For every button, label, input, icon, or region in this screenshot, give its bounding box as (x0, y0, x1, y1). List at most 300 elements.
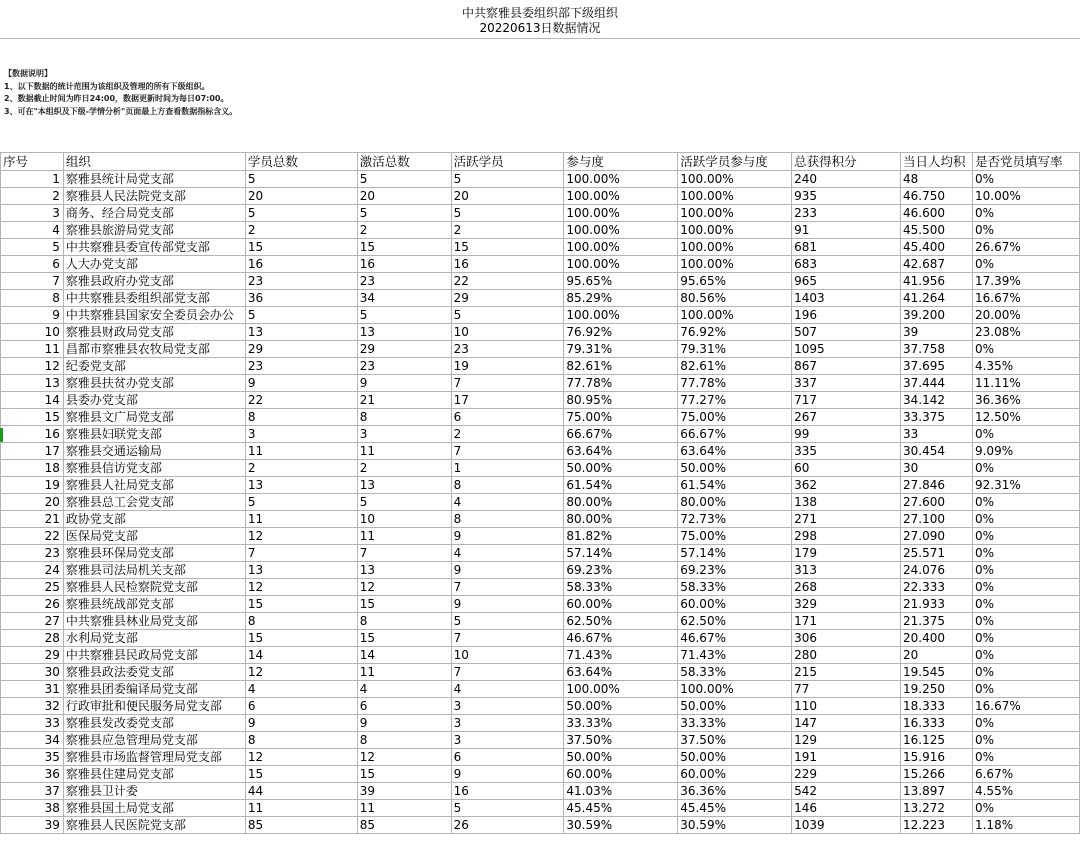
col-org-cell[interactable]: 察雅县人民检察院党支部 (63, 579, 245, 596)
col-active-participation-cell[interactable]: 63.64% (678, 443, 792, 460)
col-org-cell[interactable]: 察雅县人民法院党支部 (63, 188, 245, 205)
col-participation-cell[interactable]: 82.61% (564, 358, 678, 375)
col-active-participation-cell[interactable]: 100.00% (678, 256, 792, 273)
col-org-cell[interactable]: 察雅县文广局党支部 (63, 409, 245, 426)
col-active-participation-cell[interactable]: 80.56% (678, 290, 792, 307)
col-daily-avg-cell[interactable]: 24.076 (901, 562, 973, 579)
col-daily-avg-cell[interactable]: 46.600 (901, 205, 973, 222)
col-points-cell[interactable]: 191 (792, 749, 901, 766)
col-seq-cell[interactable]: 35 (1, 749, 64, 766)
col-total-cell[interactable]: 9 (245, 375, 357, 392)
col-member-rate-cell[interactable]: 0% (972, 511, 1079, 528)
col-activated-cell[interactable]: 14 (357, 647, 451, 664)
col-active-cell[interactable]: 16 (451, 256, 564, 273)
col-org-cell[interactable]: 行政审批和便民服务局党支部 (63, 698, 245, 715)
col-activated-cell[interactable]: 13 (357, 477, 451, 494)
col-points-cell[interactable]: 91 (792, 222, 901, 239)
column-header[interactable]: 参与度 (564, 153, 678, 171)
col-total-cell[interactable]: 9 (245, 715, 357, 732)
col-active-cell[interactable]: 20 (451, 188, 564, 205)
col-org-cell[interactable]: 察雅县国土局党支部 (63, 800, 245, 817)
col-daily-avg-cell[interactable]: 16.125 (901, 732, 973, 749)
col-points-cell[interactable]: 965 (792, 273, 901, 290)
col-active-cell[interactable]: 7 (451, 630, 564, 647)
col-total-cell[interactable]: 3 (245, 426, 357, 443)
col-org-cell[interactable]: 中共察雅县民政局党支部 (63, 647, 245, 664)
col-participation-cell[interactable]: 100.00% (564, 222, 678, 239)
col-participation-cell[interactable]: 63.64% (564, 443, 678, 460)
col-total-cell[interactable]: 15 (245, 596, 357, 613)
col-participation-cell[interactable]: 66.67% (564, 426, 678, 443)
col-activated-cell[interactable]: 8 (357, 409, 451, 426)
col-total-cell[interactable]: 20 (245, 188, 357, 205)
col-total-cell[interactable]: 15 (245, 766, 357, 783)
col-participation-cell[interactable]: 46.67% (564, 630, 678, 647)
col-points-cell[interactable]: 298 (792, 528, 901, 545)
col-daily-avg-cell[interactable]: 19.545 (901, 664, 973, 681)
col-activated-cell[interactable]: 11 (357, 664, 451, 681)
col-active-participation-cell[interactable]: 66.67% (678, 426, 792, 443)
col-org-cell[interactable]: 察雅县司法局机关支部 (63, 562, 245, 579)
col-member-rate-cell[interactable]: 9.09% (972, 443, 1079, 460)
col-activated-cell[interactable]: 10 (357, 511, 451, 528)
col-org-cell[interactable]: 医保局党支部 (63, 528, 245, 545)
col-org-cell[interactable]: 察雅县统计局党支部 (63, 171, 245, 188)
col-org-cell[interactable]: 中共察雅县国家安全委员会办公 (63, 307, 245, 324)
col-org-cell[interactable]: 察雅县人社局党支部 (63, 477, 245, 494)
col-points-cell[interactable]: 267 (792, 409, 901, 426)
col-activated-cell[interactable]: 12 (357, 579, 451, 596)
col-member-rate-cell[interactable]: 0% (972, 732, 1079, 749)
col-total-cell[interactable]: 11 (245, 511, 357, 528)
col-active-cell[interactable]: 7 (451, 375, 564, 392)
col-member-rate-cell[interactable]: 12.50% (972, 409, 1079, 426)
col-active-cell[interactable]: 1 (451, 460, 564, 477)
col-seq-cell[interactable]: 8 (1, 290, 64, 307)
col-active-participation-cell[interactable]: 100.00% (678, 188, 792, 205)
col-org-cell[interactable]: 察雅县政法委党支部 (63, 664, 245, 681)
col-points-cell[interactable]: 329 (792, 596, 901, 613)
col-participation-cell[interactable]: 95.65% (564, 273, 678, 290)
col-active-cell[interactable]: 4 (451, 681, 564, 698)
col-daily-avg-cell[interactable]: 33 (901, 426, 973, 443)
column-header[interactable]: 学员总数 (245, 153, 357, 171)
col-org-cell[interactable]: 纪委党支部 (63, 358, 245, 375)
col-participation-cell[interactable]: 80.00% (564, 511, 678, 528)
col-member-rate-cell[interactable]: 0% (972, 579, 1079, 596)
col-daily-avg-cell[interactable]: 41.956 (901, 273, 973, 290)
col-participation-cell[interactable]: 41.03% (564, 783, 678, 800)
col-active-participation-cell[interactable]: 75.00% (678, 409, 792, 426)
col-activated-cell[interactable]: 11 (357, 443, 451, 460)
col-active-cell[interactable]: 29 (451, 290, 564, 307)
col-total-cell[interactable]: 12 (245, 664, 357, 681)
column-header[interactable]: 序号 (1, 153, 64, 171)
col-active-participation-cell[interactable]: 61.54% (678, 477, 792, 494)
col-seq-cell[interactable]: 29 (1, 647, 64, 664)
col-member-rate-cell[interactable]: 0% (972, 545, 1079, 562)
col-active-cell[interactable]: 4 (451, 494, 564, 511)
col-seq-cell[interactable]: 26 (1, 596, 64, 613)
col-active-cell[interactable]: 9 (451, 528, 564, 545)
col-active-participation-cell[interactable]: 95.65% (678, 273, 792, 290)
col-points-cell[interactable]: 110 (792, 698, 901, 715)
col-total-cell[interactable]: 14 (245, 647, 357, 664)
col-activated-cell[interactable]: 13 (357, 562, 451, 579)
col-daily-avg-cell[interactable]: 30 (901, 460, 973, 477)
col-member-rate-cell[interactable]: 36.36% (972, 392, 1079, 409)
col-participation-cell[interactable]: 63.64% (564, 664, 678, 681)
col-member-rate-cell[interactable]: 0% (972, 613, 1079, 630)
col-daily-avg-cell[interactable]: 37.695 (901, 358, 973, 375)
col-member-rate-cell[interactable]: 23.08% (972, 324, 1079, 341)
col-org-cell[interactable]: 商务、经合局党支部 (63, 205, 245, 222)
col-member-rate-cell[interactable]: 4.35% (972, 358, 1079, 375)
col-active-cell[interactable]: 6 (451, 409, 564, 426)
col-active-cell[interactable]: 22 (451, 273, 564, 290)
col-total-cell[interactable]: 8 (245, 613, 357, 630)
col-total-cell[interactable]: 5 (245, 307, 357, 324)
col-participation-cell[interactable]: 37.50% (564, 732, 678, 749)
col-active-participation-cell[interactable]: 82.61% (678, 358, 792, 375)
col-participation-cell[interactable]: 50.00% (564, 698, 678, 715)
col-active-cell[interactable]: 19 (451, 358, 564, 375)
col-participation-cell[interactable]: 69.23% (564, 562, 678, 579)
col-active-cell[interactable]: 9 (451, 596, 564, 613)
col-daily-avg-cell[interactable]: 27.100 (901, 511, 973, 528)
col-member-rate-cell[interactable]: 0% (972, 171, 1079, 188)
col-org-cell[interactable]: 察雅县信访党支部 (63, 460, 245, 477)
col-total-cell[interactable]: 16 (245, 256, 357, 273)
col-participation-cell[interactable]: 100.00% (564, 188, 678, 205)
col-points-cell[interactable]: 229 (792, 766, 901, 783)
col-daily-avg-cell[interactable]: 27.600 (901, 494, 973, 511)
col-daily-avg-cell[interactable]: 13.897 (901, 783, 973, 800)
col-active-participation-cell[interactable]: 79.31% (678, 341, 792, 358)
col-org-cell[interactable]: 人大办党支部 (63, 256, 245, 273)
col-activated-cell[interactable]: 6 (357, 698, 451, 715)
col-active-participation-cell[interactable]: 77.27% (678, 392, 792, 409)
col-seq-cell[interactable]: 17 (1, 443, 64, 460)
col-org-cell[interactable]: 中共察雅县委组织部党支部 (63, 290, 245, 307)
col-member-rate-cell[interactable]: 0% (972, 460, 1079, 477)
col-active-cell[interactable]: 5 (451, 171, 564, 188)
col-member-rate-cell[interactable]: 0% (972, 749, 1079, 766)
col-activated-cell[interactable]: 15 (357, 239, 451, 256)
col-total-cell[interactable]: 11 (245, 443, 357, 460)
col-org-cell[interactable]: 察雅县应急管理局党支部 (63, 732, 245, 749)
col-total-cell[interactable]: 4 (245, 681, 357, 698)
col-active-cell[interactable]: 5 (451, 307, 564, 324)
col-seq-cell[interactable]: 38 (1, 800, 64, 817)
col-daily-avg-cell[interactable]: 48 (901, 171, 973, 188)
col-activated-cell[interactable]: 15 (357, 630, 451, 647)
col-org-cell[interactable]: 察雅县市场监督管理局党支部 (63, 749, 245, 766)
col-participation-cell[interactable]: 100.00% (564, 307, 678, 324)
col-seq-cell[interactable]: 36 (1, 766, 64, 783)
col-active-participation-cell[interactable]: 58.33% (678, 579, 792, 596)
col-points-cell[interactable]: 280 (792, 647, 901, 664)
col-member-rate-cell[interactable]: 16.67% (972, 290, 1079, 307)
col-seq-cell[interactable]: 16 (1, 426, 64, 443)
col-org-cell[interactable]: 察雅县妇联党支部 (63, 426, 245, 443)
col-participation-cell[interactable]: 50.00% (564, 460, 678, 477)
col-activated-cell[interactable]: 29 (357, 341, 451, 358)
col-points-cell[interactable]: 362 (792, 477, 901, 494)
col-org-cell[interactable]: 察雅县旅游局党支部 (63, 222, 245, 239)
col-seq-cell[interactable]: 12 (1, 358, 64, 375)
col-activated-cell[interactable]: 3 (357, 426, 451, 443)
col-points-cell[interactable]: 268 (792, 579, 901, 596)
col-daily-avg-cell[interactable]: 37.444 (901, 375, 973, 392)
col-member-rate-cell[interactable]: 17.39% (972, 273, 1079, 290)
col-points-cell[interactable]: 215 (792, 664, 901, 681)
col-points-cell[interactable]: 1039 (792, 817, 901, 834)
col-seq-cell[interactable]: 18 (1, 460, 64, 477)
col-total-cell[interactable]: 8 (245, 732, 357, 749)
col-daily-avg-cell[interactable]: 25.571 (901, 545, 973, 562)
col-seq-cell[interactable]: 2 (1, 188, 64, 205)
col-active-participation-cell[interactable]: 76.92% (678, 324, 792, 341)
col-daily-avg-cell[interactable]: 21.375 (901, 613, 973, 630)
col-total-cell[interactable]: 8 (245, 409, 357, 426)
col-member-rate-cell[interactable]: 0% (972, 681, 1079, 698)
col-seq-cell[interactable]: 10 (1, 324, 64, 341)
col-activated-cell[interactable]: 15 (357, 766, 451, 783)
col-seq-cell[interactable]: 33 (1, 715, 64, 732)
col-active-cell[interactable]: 5 (451, 800, 564, 817)
col-active-cell[interactable]: 16 (451, 783, 564, 800)
col-seq-cell[interactable]: 5 (1, 239, 64, 256)
col-activated-cell[interactable]: 85 (357, 817, 451, 834)
col-daily-avg-cell[interactable]: 27.846 (901, 477, 973, 494)
col-participation-cell[interactable]: 62.50% (564, 613, 678, 630)
col-seq-cell[interactable]: 20 (1, 494, 64, 511)
col-active-participation-cell[interactable]: 100.00% (678, 307, 792, 324)
col-active-cell[interactable]: 6 (451, 749, 564, 766)
col-total-cell[interactable]: 15 (245, 630, 357, 647)
col-active-cell[interactable]: 26 (451, 817, 564, 834)
col-active-cell[interactable]: 23 (451, 341, 564, 358)
col-activated-cell[interactable]: 23 (357, 358, 451, 375)
col-active-cell[interactable]: 7 (451, 579, 564, 596)
col-org-cell[interactable]: 察雅县人民医院党支部 (63, 817, 245, 834)
col-member-rate-cell[interactable]: 0% (972, 800, 1079, 817)
col-points-cell[interactable]: 138 (792, 494, 901, 511)
col-total-cell[interactable]: 23 (245, 358, 357, 375)
col-daily-avg-cell[interactable]: 45.400 (901, 239, 973, 256)
col-seq-cell[interactable]: 13 (1, 375, 64, 392)
col-participation-cell[interactable]: 60.00% (564, 766, 678, 783)
col-participation-cell[interactable]: 61.54% (564, 477, 678, 494)
col-points-cell[interactable]: 306 (792, 630, 901, 647)
column-header[interactable]: 激活总数 (357, 153, 451, 171)
col-member-rate-cell[interactable]: 4.55% (972, 783, 1079, 800)
col-activated-cell[interactable]: 5 (357, 307, 451, 324)
col-active-cell[interactable]: 17 (451, 392, 564, 409)
col-active-participation-cell[interactable]: 75.00% (678, 528, 792, 545)
col-active-cell[interactable]: 8 (451, 511, 564, 528)
col-org-cell[interactable]: 水利局党支部 (63, 630, 245, 647)
col-total-cell[interactable]: 44 (245, 783, 357, 800)
col-participation-cell[interactable]: 58.33% (564, 579, 678, 596)
col-active-participation-cell[interactable]: 72.73% (678, 511, 792, 528)
col-org-cell[interactable]: 察雅县总工会党支部 (63, 494, 245, 511)
col-seq-cell[interactable]: 9 (1, 307, 64, 324)
col-activated-cell[interactable]: 8 (357, 613, 451, 630)
col-active-cell[interactable]: 7 (451, 443, 564, 460)
col-org-cell[interactable]: 察雅县政府办党支部 (63, 273, 245, 290)
col-member-rate-cell[interactable]: 1.18% (972, 817, 1079, 834)
col-seq-cell[interactable]: 4 (1, 222, 64, 239)
col-daily-avg-cell[interactable]: 21.933 (901, 596, 973, 613)
col-points-cell[interactable]: 146 (792, 800, 901, 817)
col-member-rate-cell[interactable]: 16.67% (972, 698, 1079, 715)
col-member-rate-cell[interactable]: 26.67% (972, 239, 1079, 256)
col-org-cell[interactable]: 察雅县环保局党支部 (63, 545, 245, 562)
col-seq-cell[interactable]: 25 (1, 579, 64, 596)
col-points-cell[interactable]: 313 (792, 562, 901, 579)
col-activated-cell[interactable]: 2 (357, 222, 451, 239)
col-total-cell[interactable]: 2 (245, 460, 357, 477)
col-seq-cell[interactable]: 27 (1, 613, 64, 630)
col-activated-cell[interactable]: 20 (357, 188, 451, 205)
col-points-cell[interactable]: 507 (792, 324, 901, 341)
col-activated-cell[interactable]: 11 (357, 800, 451, 817)
col-daily-avg-cell[interactable]: 30.454 (901, 443, 973, 460)
col-activated-cell[interactable]: 5 (357, 494, 451, 511)
col-points-cell[interactable]: 335 (792, 443, 901, 460)
col-org-cell[interactable]: 察雅县扶贫办党支部 (63, 375, 245, 392)
col-participation-cell[interactable]: 100.00% (564, 256, 678, 273)
col-member-rate-cell[interactable]: 0% (972, 494, 1079, 511)
col-total-cell[interactable]: 13 (245, 477, 357, 494)
col-total-cell[interactable]: 85 (245, 817, 357, 834)
col-points-cell[interactable]: 867 (792, 358, 901, 375)
col-active-cell[interactable]: 8 (451, 477, 564, 494)
col-participation-cell[interactable]: 75.00% (564, 409, 678, 426)
col-active-participation-cell[interactable]: 33.33% (678, 715, 792, 732)
col-active-participation-cell[interactable]: 100.00% (678, 681, 792, 698)
col-points-cell[interactable]: 1095 (792, 341, 901, 358)
column-header[interactable]: 活跃学员参与度 (678, 153, 792, 171)
col-active-participation-cell[interactable]: 69.23% (678, 562, 792, 579)
col-total-cell[interactable]: 7 (245, 545, 357, 562)
col-active-participation-cell[interactable]: 77.78% (678, 375, 792, 392)
col-active-participation-cell[interactable]: 60.00% (678, 596, 792, 613)
col-points-cell[interactable]: 171 (792, 613, 901, 630)
col-org-cell[interactable]: 昌都市察雅县农牧局党支部 (63, 341, 245, 358)
col-activated-cell[interactable]: 8 (357, 732, 451, 749)
column-header[interactable]: 总获得积分 (792, 153, 901, 171)
col-participation-cell[interactable]: 57.14% (564, 545, 678, 562)
col-activated-cell[interactable]: 12 (357, 749, 451, 766)
col-active-cell[interactable]: 3 (451, 715, 564, 732)
col-daily-avg-cell[interactable]: 45.500 (901, 222, 973, 239)
col-active-cell[interactable]: 3 (451, 732, 564, 749)
col-seq-cell[interactable]: 24 (1, 562, 64, 579)
col-active-participation-cell[interactable]: 36.36% (678, 783, 792, 800)
col-total-cell[interactable]: 13 (245, 324, 357, 341)
col-member-rate-cell[interactable]: 6.67% (972, 766, 1079, 783)
col-participation-cell[interactable]: 60.00% (564, 596, 678, 613)
col-daily-avg-cell[interactable]: 18.333 (901, 698, 973, 715)
col-activated-cell[interactable]: 9 (357, 715, 451, 732)
col-total-cell[interactable]: 23 (245, 273, 357, 290)
col-seq-cell[interactable]: 22 (1, 528, 64, 545)
col-org-cell[interactable]: 察雅县住建局党支部 (63, 766, 245, 783)
col-total-cell[interactable]: 12 (245, 579, 357, 596)
col-daily-avg-cell[interactable]: 39 (901, 324, 973, 341)
col-daily-avg-cell[interactable]: 16.333 (901, 715, 973, 732)
col-total-cell[interactable]: 13 (245, 562, 357, 579)
col-org-cell[interactable]: 察雅县卫计委 (63, 783, 245, 800)
col-points-cell[interactable]: 240 (792, 171, 901, 188)
col-participation-cell[interactable]: 100.00% (564, 239, 678, 256)
col-activated-cell[interactable]: 2 (357, 460, 451, 477)
col-participation-cell[interactable]: 100.00% (564, 205, 678, 222)
col-daily-avg-cell[interactable]: 15.266 (901, 766, 973, 783)
col-org-cell[interactable]: 察雅县统战部党支部 (63, 596, 245, 613)
col-daily-avg-cell[interactable]: 42.687 (901, 256, 973, 273)
col-points-cell[interactable]: 233 (792, 205, 901, 222)
col-seq-cell[interactable]: 3 (1, 205, 64, 222)
col-total-cell[interactable]: 12 (245, 749, 357, 766)
col-points-cell[interactable]: 542 (792, 783, 901, 800)
col-total-cell[interactable]: 11 (245, 800, 357, 817)
col-points-cell[interactable]: 196 (792, 307, 901, 324)
col-participation-cell[interactable]: 33.33% (564, 715, 678, 732)
col-daily-avg-cell[interactable]: 20 (901, 647, 973, 664)
col-active-participation-cell[interactable]: 46.67% (678, 630, 792, 647)
col-active-participation-cell[interactable]: 58.33% (678, 664, 792, 681)
col-points-cell[interactable]: 935 (792, 188, 901, 205)
col-member-rate-cell[interactable]: 0% (972, 341, 1079, 358)
col-member-rate-cell[interactable]: 20.00% (972, 307, 1079, 324)
col-member-rate-cell[interactable]: 11.11% (972, 375, 1079, 392)
col-active-cell[interactable]: 5 (451, 613, 564, 630)
col-activated-cell[interactable]: 16 (357, 256, 451, 273)
col-active-cell[interactable]: 4 (451, 545, 564, 562)
col-active-participation-cell[interactable]: 45.45% (678, 800, 792, 817)
col-seq-cell[interactable]: 30 (1, 664, 64, 681)
col-points-cell[interactable]: 129 (792, 732, 901, 749)
col-active-cell[interactable]: 10 (451, 647, 564, 664)
col-seq-cell[interactable]: 37 (1, 783, 64, 800)
col-total-cell[interactable]: 5 (245, 205, 357, 222)
col-participation-cell[interactable]: 100.00% (564, 171, 678, 188)
col-activated-cell[interactable]: 39 (357, 783, 451, 800)
col-points-cell[interactable]: 1403 (792, 290, 901, 307)
col-seq-cell[interactable]: 34 (1, 732, 64, 749)
col-total-cell[interactable]: 5 (245, 171, 357, 188)
col-activated-cell[interactable]: 21 (357, 392, 451, 409)
col-org-cell[interactable]: 中共察雅县委宣传部党支部 (63, 239, 245, 256)
col-daily-avg-cell[interactable]: 19.250 (901, 681, 973, 698)
col-member-rate-cell[interactable]: 0% (972, 630, 1079, 647)
column-header[interactable]: 是否党员填写率 (972, 153, 1079, 171)
col-participation-cell[interactable]: 45.45% (564, 800, 678, 817)
col-participation-cell[interactable]: 50.00% (564, 749, 678, 766)
col-activated-cell[interactable]: 7 (357, 545, 451, 562)
col-org-cell[interactable]: 中共察雅县林业局党支部 (63, 613, 245, 630)
col-total-cell[interactable]: 6 (245, 698, 357, 715)
col-total-cell[interactable]: 5 (245, 494, 357, 511)
col-member-rate-cell[interactable]: 0% (972, 426, 1079, 443)
col-active-cell[interactable]: 10 (451, 324, 564, 341)
col-activated-cell[interactable]: 9 (357, 375, 451, 392)
col-participation-cell[interactable]: 80.00% (564, 494, 678, 511)
